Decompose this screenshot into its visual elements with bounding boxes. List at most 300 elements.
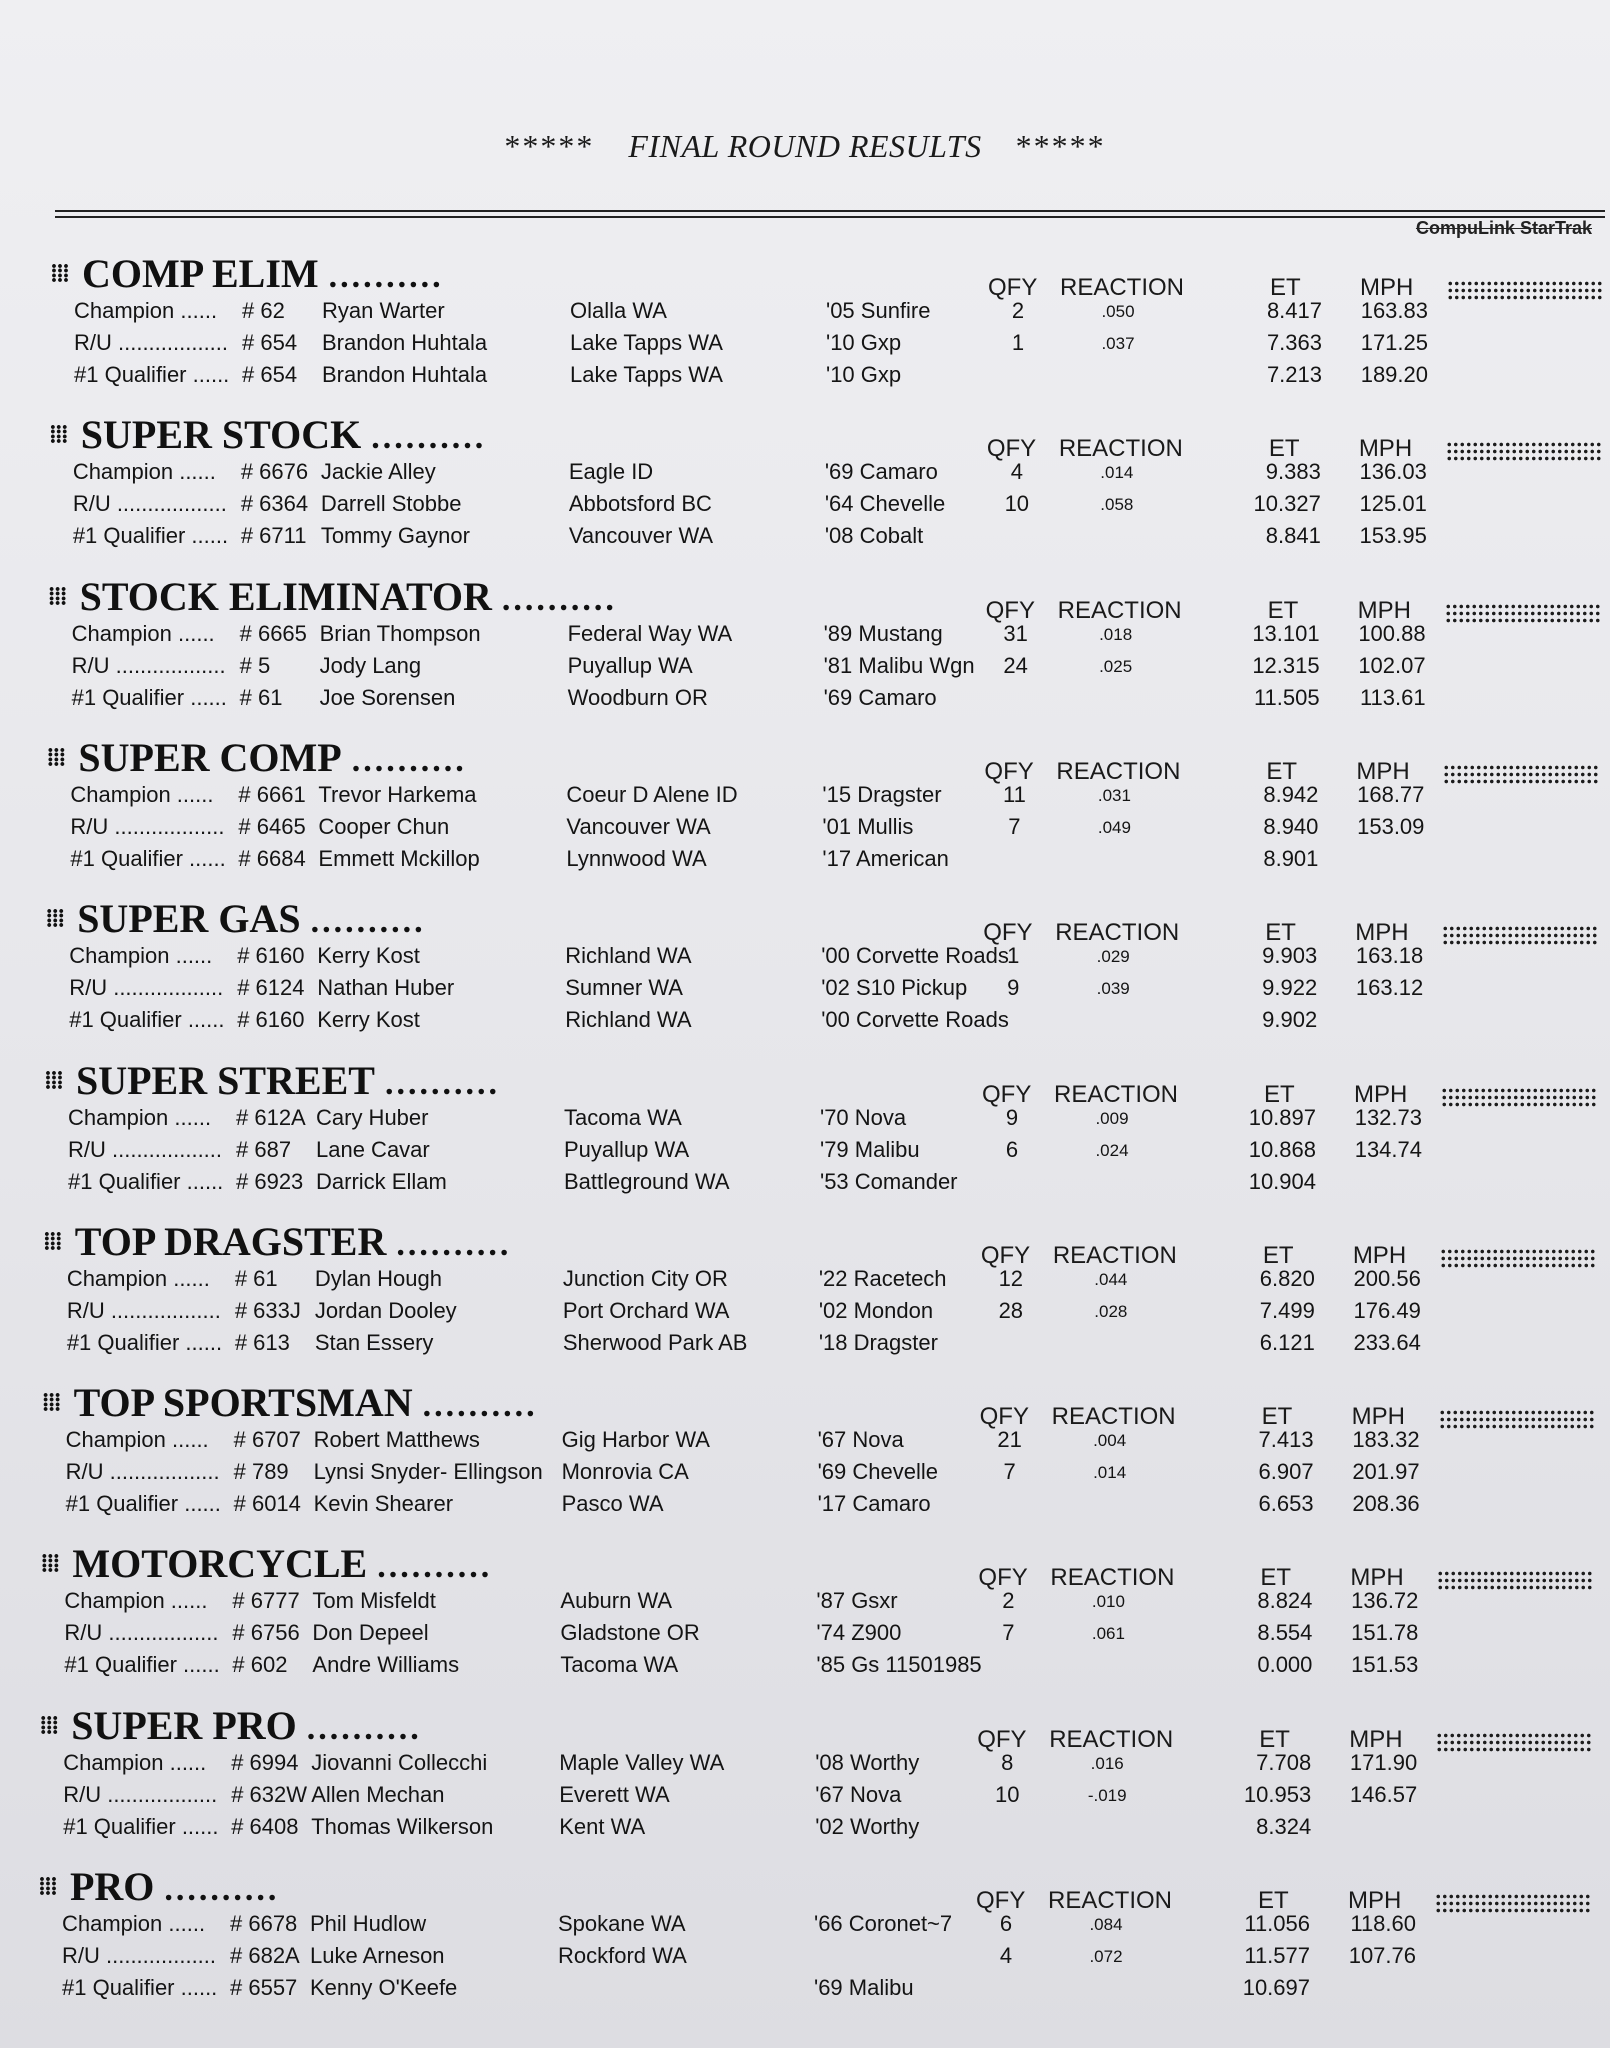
cell-name: Kerry Kost: [317, 1007, 420, 1033]
cell-mph: 102.07: [1358, 652, 1426, 678]
cell-city: Gig Harbor WA: [561, 1427, 710, 1453]
cell-name: Kevin Shearer: [313, 1491, 454, 1517]
row-label: #1 Qualifier ......: [63, 1813, 219, 1839]
results-section: [0, 1379, 1602, 1539]
cell-et: 8.901: [1263, 845, 1319, 871]
row-label: Champion ......: [72, 459, 216, 485]
result-row: [0, 621, 1608, 653]
cell-name: Lynsi Snyder- Ellingson: [313, 1459, 543, 1485]
cell-city: Port Orchard WA: [562, 1297, 730, 1323]
cell-et: 8.324: [1256, 1813, 1312, 1839]
cell-et: 7.708: [1256, 1749, 1312, 1775]
section-title-text: SUPER PRO: [71, 1702, 297, 1748]
row-label: Champion ......: [64, 1588, 208, 1614]
cell-car: '00 Corvette Roads: [821, 943, 1009, 969]
cell-num: # 6465: [238, 813, 306, 839]
cell-name: Joe Sorensen: [319, 684, 456, 710]
section-title: [50, 250, 444, 297]
result-row: [0, 1298, 1603, 1330]
result-row: [0, 1459, 1602, 1491]
cell-qfy: 1: [1011, 330, 1025, 355]
cell-reaction: .061: [1091, 1624, 1125, 1644]
cell-city: Rockford WA: [558, 1943, 687, 1968]
cell-car: '74 Z900: [816, 1620, 902, 1646]
cell-num: # 6756: [232, 1620, 300, 1646]
cell-num: # 613: [234, 1329, 290, 1355]
column-header-qfy: QFY: [986, 435, 1037, 463]
cell-num: # 6676: [240, 459, 309, 485]
cell-qfy: 1: [1007, 943, 1020, 969]
row-label: Champion ......: [70, 781, 214, 807]
cell-et: 10.697: [1242, 1975, 1310, 2000]
row-label: R/U ..................: [63, 1781, 218, 1807]
cell-mph: 151.78: [1351, 1620, 1419, 1646]
column-header-mph: MPH: [1357, 596, 1411, 624]
leader-dots: ..........: [501, 580, 617, 618]
cell-et: 8.942: [1263, 781, 1319, 807]
column-header-qfy: QFY: [980, 1241, 1031, 1269]
row-label: R/U ..................: [69, 975, 224, 1001]
column-header-mph: MPH: [1358, 435, 1413, 463]
cell-et: 11.505: [1253, 684, 1320, 710]
cell-qfy: 12: [998, 1265, 1024, 1291]
results-section: [0, 734, 1606, 894]
row-label: R/U ..................: [71, 652, 226, 678]
cell-car: '08 Cobalt: [824, 523, 924, 549]
cell-num: # 654: [242, 330, 298, 355]
cell-qfy: 2: [1011, 298, 1025, 323]
page-title: FINAL ROUND RESULTS: [628, 128, 982, 164]
cell-et: 8.824: [1257, 1588, 1313, 1614]
result-row: [0, 1137, 1604, 1169]
grip-icon: ⁞⁞⁞: [41, 1390, 60, 1417]
row-label: Champion ......: [69, 943, 213, 969]
cell-num: # 6014: [233, 1491, 301, 1517]
cell-city: Federal Way WA: [567, 620, 733, 646]
column-header-reaction: REACTION: [1055, 919, 1180, 947]
cell-mph: 233.64: [1353, 1329, 1421, 1355]
cell-mph: 113.61: [1359, 684, 1426, 710]
grip-icon: ⁞⁞⁞: [47, 583, 66, 610]
cell-car: '85 Gs 11501985: [816, 1652, 982, 1678]
cell-reaction: -.019: [1087, 1785, 1127, 1805]
cell-name: Trevor Harkema: [318, 781, 477, 807]
section-title: [48, 573, 617, 620]
cell-name: Thomas Wilkerson: [311, 1813, 494, 1839]
cell-reaction: .016: [1090, 1753, 1124, 1773]
cell-city: Puyallup WA: [564, 1136, 690, 1162]
cell-et: 10.897: [1248, 1104, 1316, 1130]
cell-num: # 61: [234, 1265, 278, 1291]
result-row: [0, 491, 1609, 523]
column-header-mph: MPH: [1348, 1887, 1402, 1914]
column-header-reaction: REACTION: [1054, 1080, 1179, 1108]
result-row: [0, 1782, 1599, 1814]
cell-mph: 153.95: [1359, 523, 1427, 549]
row-label: Champion ......: [74, 298, 218, 323]
column-header-qfy: QFY: [988, 274, 1038, 301]
cell-car: '69 Camaro: [824, 459, 938, 485]
cell-name: Luke Arneson: [310, 1943, 445, 1968]
cell-city: Gladstone OR: [560, 1620, 700, 1646]
results-section: [0, 895, 1605, 1055]
cell-name: Nathan Huber: [317, 975, 455, 1001]
cell-city: Kent WA: [559, 1813, 646, 1839]
cell-car: '66 Coronet~7: [814, 1911, 953, 1936]
leader-dots: ..........: [422, 1387, 538, 1425]
row-label: R/U ..................: [74, 330, 229, 355]
results-section: [0, 411, 1609, 571]
result-row: [0, 330, 1610, 362]
cell-mph: 134.74: [1354, 1136, 1422, 1162]
cell-car: '02 Worthy: [815, 1813, 920, 1839]
cell-car: '17 Camaro: [817, 1491, 931, 1517]
column-header-qfy: QFY: [982, 1080, 1032, 1108]
section-title: [46, 734, 466, 781]
cell-num: # 6777: [232, 1588, 300, 1614]
cell-name: Robert Matthews: [313, 1427, 480, 1453]
cell-num: # 602: [232, 1652, 288, 1678]
cell-et: 10.327: [1253, 491, 1321, 517]
column-header-qfy: QFY: [979, 1403, 1029, 1431]
result-row: [0, 685, 1608, 717]
cell-name: Tom Misfeldt: [312, 1588, 436, 1614]
result-row: [0, 653, 1608, 685]
cell-city: Eagle ID: [568, 459, 654, 485]
row-label: R/U ..................: [72, 491, 227, 517]
result-row: [0, 459, 1609, 491]
result-row: [0, 1169, 1604, 1201]
cell-name: Stan Essery: [314, 1329, 434, 1355]
column-header-reaction: REACTION: [1049, 1725, 1174, 1753]
result-row: [0, 943, 1605, 975]
cell-reaction: .037: [1101, 334, 1135, 353]
row-label: #1 Qualifier ......: [66, 1329, 223, 1355]
row-label: #1 Qualifier ......: [64, 1652, 220, 1678]
cell-city: Richland WA: [565, 943, 692, 969]
row-label: R/U ..................: [64, 1620, 219, 1646]
leader-dots: ..........: [306, 1709, 422, 1747]
cell-et: 8.940: [1263, 813, 1319, 839]
cell-reaction: .058: [1100, 495, 1134, 515]
cell-mph: 146.57: [1349, 1781, 1418, 1807]
result-row: [0, 1266, 1603, 1298]
cell-reaction: .049: [1097, 817, 1131, 837]
cell-name: Kerry Kost: [317, 943, 420, 969]
cell-name: Jordan Dooley: [314, 1297, 457, 1323]
cell-qfy: 6: [999, 1911, 1013, 1936]
cell-name: Brandon Huhtala: [322, 330, 488, 355]
cell-qfy: 4: [1010, 459, 1023, 485]
cell-name: Brandon Huhtala: [322, 362, 488, 387]
result-row: [0, 1975, 1598, 2007]
cell-car: '10 Gxp: [826, 362, 902, 387]
cell-car: '79 Malibu: [820, 1136, 920, 1162]
section-title-text: COMP ELIM: [81, 251, 319, 296]
cell-name: Ryan Warter: [322, 298, 445, 323]
cell-et: 7.499: [1259, 1297, 1315, 1323]
cell-reaction: .010: [1091, 1592, 1125, 1612]
cell-name: Jody Lang: [319, 652, 422, 678]
cell-city: Everett WA: [559, 1781, 670, 1807]
section-title: [42, 1379, 538, 1426]
column-header-mph: MPH: [1351, 1403, 1405, 1431]
row-label: R/U ..................: [68, 1136, 223, 1162]
cell-qfy: 9: [1007, 975, 1020, 1001]
column-header-et: ET: [1266, 757, 1298, 785]
grip-icon: ⁞⁞⁞: [40, 1551, 59, 1578]
cell-name: Emmett Mckillop: [318, 845, 480, 871]
result-row: [0, 1750, 1599, 1782]
cell-city: Abbotsford BC: [568, 491, 712, 517]
result-row: [0, 523, 1609, 555]
cell-city: Vancouver WA: [566, 813, 711, 839]
leader-dots: ..........: [396, 1225, 512, 1263]
cell-num: # 789: [233, 1459, 289, 1485]
cell-city: Lynnwood WA: [566, 845, 707, 871]
leader-dots: ..........: [384, 1064, 500, 1102]
cell-city: Puyallup WA: [567, 652, 693, 678]
result-row: [0, 782, 1606, 814]
row-label: #1 Qualifier ......: [72, 523, 229, 549]
cell-name: Kenny O'Keefe: [310, 1975, 458, 2000]
cell-car: '15 Dragster: [822, 781, 942, 807]
column-header-qfy: QFY: [978, 1564, 1028, 1592]
result-row: [0, 1652, 1600, 1684]
result-row: [0, 1427, 1602, 1459]
row-label: #1 Qualifier ......: [65, 1491, 221, 1517]
column-header-et: ET: [1264, 1080, 1295, 1108]
header-rule: [55, 210, 1605, 212]
cell-qfy: 21: [997, 1427, 1022, 1453]
column-header-mph: MPH: [1354, 1080, 1408, 1108]
cell-mph: 171.90: [1349, 1749, 1418, 1775]
section-title-text: SUPER STREET: [75, 1057, 375, 1103]
results-section: [0, 250, 1610, 410]
cell-et: 6.820: [1259, 1265, 1315, 1291]
cell-city: Battleground WA: [564, 1168, 730, 1194]
result-row: [0, 1943, 1598, 1975]
cell-num: # 6923: [236, 1168, 304, 1194]
header-stars-right: *****: [1015, 128, 1106, 164]
row-label: #1 Qualifier ......: [69, 1007, 225, 1033]
cell-car: '01 Mullis: [822, 813, 914, 839]
cell-car: '10 Gxp: [826, 330, 902, 355]
column-header-mph: MPH: [1355, 919, 1409, 947]
column-header-qfy: QFY: [983, 919, 1033, 947]
leader-dots: ..........: [328, 258, 444, 295]
cell-mph: 125.01: [1359, 491, 1427, 517]
cell-car: '17 American: [822, 845, 949, 871]
leader-dots: ..........: [351, 741, 467, 779]
cell-mph: 107.76: [1348, 1943, 1416, 1968]
results-section: [0, 1702, 1599, 1862]
cell-name: Lane Cavar: [316, 1136, 430, 1162]
cell-num: # 6557: [230, 1975, 298, 2000]
cell-mph: 153.09: [1357, 813, 1425, 839]
cell-et: 9.902: [1262, 1007, 1318, 1033]
cell-qfy: 8: [1001, 1749, 1014, 1775]
row-label: Champion ......: [65, 1427, 209, 1453]
cell-mph: 176.49: [1353, 1297, 1421, 1323]
cell-qfy: 28: [998, 1297, 1024, 1323]
grip-icon: ⁞⁞⁞: [48, 422, 67, 449]
results-section: [0, 573, 1608, 733]
result-row: [0, 1007, 1605, 1039]
cell-car: '67 Nova: [815, 1781, 902, 1807]
grip-icon: ⁞⁞⁞: [45, 906, 64, 933]
cell-car: '69 Camaro: [823, 684, 937, 710]
cell-car: '18 Dragster: [818, 1329, 938, 1355]
cell-reaction: .072: [1089, 1947, 1123, 1966]
cell-name: Don Depeel: [312, 1620, 429, 1646]
cell-car: '89 Mustang: [823, 620, 943, 646]
cell-qfy: 2: [1002, 1588, 1015, 1614]
column-header-mph: MPH: [1360, 274, 1414, 301]
cell-city: Junction City OR: [562, 1265, 728, 1291]
cell-car: '69 Malibu: [814, 1975, 914, 2000]
cell-mph: 100.88: [1358, 620, 1426, 646]
cell-mph: 136.72: [1351, 1588, 1419, 1614]
cell-qfy: 6: [1005, 1136, 1019, 1162]
cell-et: 7.413: [1258, 1427, 1314, 1453]
column-header-qfy: QFY: [984, 757, 1034, 785]
cell-et: 7.363: [1266, 330, 1322, 355]
cell-num: # 6684: [238, 845, 306, 871]
cell-num: # 687: [236, 1136, 292, 1162]
row-label: #1 Qualifier ......: [71, 684, 227, 710]
row-label: Champion ......: [62, 1911, 206, 1936]
cell-mph: 163.18: [1355, 943, 1424, 969]
cell-num: # 682A: [230, 1943, 300, 1968]
section-title-text: SUPER COMP: [78, 734, 342, 780]
cell-qfy: 10: [994, 1781, 1020, 1807]
cell-reaction: .024: [1095, 1140, 1129, 1160]
cell-car: '70 Nova: [820, 1104, 907, 1130]
cell-mph: 201.97: [1352, 1459, 1420, 1485]
cell-reaction: .009: [1095, 1108, 1129, 1128]
cell-city: Olalla WA: [570, 298, 667, 323]
cell-num: # 62: [242, 298, 285, 323]
section-title: [49, 411, 486, 458]
results-section: [0, 1540, 1600, 1700]
row-label: Champion ......: [68, 1104, 212, 1130]
cell-et: 11.577: [1244, 1943, 1310, 1968]
cell-reaction: .039: [1096, 979, 1130, 999]
cell-qfy: 4: [999, 1943, 1013, 1968]
cell-city: Coeur D Alene ID: [566, 781, 738, 807]
cell-city: Monrovia CA: [561, 1459, 689, 1485]
section-title: [38, 1863, 279, 1910]
row-label: Champion ......: [71, 620, 215, 646]
cell-et: 6.121: [1259, 1329, 1315, 1355]
column-header-reaction: REACTION: [1050, 1564, 1175, 1592]
cell-car: '22 Racetech: [818, 1265, 947, 1291]
column-header-qfy: QFY: [985, 596, 1035, 624]
result-row: [0, 1491, 1602, 1523]
cell-name: Darrick Ellam: [316, 1168, 447, 1194]
cell-mph: 208.36: [1352, 1491, 1420, 1517]
cell-et: 9.922: [1262, 975, 1318, 1001]
cell-et: 13.101: [1252, 620, 1320, 646]
cell-et: 10.868: [1248, 1136, 1316, 1162]
cell-qfy: 7: [1002, 1620, 1015, 1646]
cell-num: # 6364: [240, 491, 309, 517]
column-header-reaction: REACTION: [1057, 596, 1182, 624]
column-header-reaction: REACTION: [1048, 1887, 1173, 1914]
cell-et: 8.841: [1265, 523, 1321, 549]
cell-car: '67 Nova: [817, 1427, 904, 1453]
grip-icon: ⁞⁞⁞: [42, 1228, 61, 1255]
grip-icon: ⁞⁞⁞: [50, 261, 68, 287]
section-title: [43, 1218, 512, 1265]
cell-num: # 654: [242, 362, 298, 387]
result-row: [0, 1814, 1599, 1846]
cell-city: Sumner WA: [565, 975, 683, 1001]
row-label: R/U ..................: [70, 813, 225, 839]
cell-city: Lake Tapps WA: [570, 330, 723, 355]
cell-name: Brian Thompson: [319, 620, 481, 646]
cell-qfy: 10: [1004, 491, 1030, 517]
cell-num: # 633J: [234, 1297, 301, 1323]
column-header-reaction: REACTION: [1056, 757, 1181, 785]
cell-city: Tacoma WA: [560, 1652, 679, 1678]
cell-num: # 6994: [231, 1749, 299, 1775]
cell-city: Vancouver WA: [568, 523, 714, 549]
cell-city: Auburn WA: [560, 1588, 673, 1614]
column-header-reaction: REACTION: [1058, 435, 1183, 463]
cell-mph: 151.53: [1351, 1652, 1419, 1678]
cell-num: # 6661: [238, 781, 306, 807]
cell-name: Darrell Stobbe: [320, 491, 462, 517]
page-header: [0, 128, 1610, 165]
row-label: #1 Qualifier ......: [62, 1975, 218, 2000]
section-title-text: TOP DRAGSTER: [74, 1218, 387, 1264]
section-title: [44, 1057, 500, 1104]
cell-car: '64 Chevelle: [824, 491, 946, 517]
cell-num: # 612A: [236, 1104, 306, 1130]
cell-num: # 6408: [231, 1813, 299, 1839]
cell-car: '00 Corvette Roads: [821, 1007, 1009, 1033]
cell-et: 8.417: [1266, 298, 1322, 323]
cell-reaction: .031: [1097, 785, 1131, 805]
leader-dots: ..........: [164, 1871, 280, 1908]
column-header-et: ET: [1262, 1241, 1294, 1269]
leader-dots: ..........: [377, 1548, 493, 1586]
result-row: [0, 975, 1605, 1007]
result-row: [0, 814, 1606, 846]
cell-et: 6.907: [1258, 1459, 1314, 1485]
cell-qfy: 31: [1003, 620, 1028, 646]
cell-qfy: 11: [1002, 781, 1026, 807]
cell-qfy: 7: [1008, 813, 1021, 839]
cell-car: '69 Chevelle: [817, 1459, 938, 1485]
header-stars-left: *****: [504, 128, 595, 164]
column-header-reaction: REACTION: [1060, 274, 1185, 301]
result-row: [0, 298, 1610, 330]
header-rule: [55, 216, 1605, 218]
result-row: [0, 362, 1610, 394]
cell-mph: 136.03: [1359, 459, 1427, 485]
cell-reaction: .050: [1101, 302, 1135, 321]
cell-mph: 168.77: [1357, 781, 1425, 807]
column-header-et: ET: [1268, 435, 1300, 463]
result-row: [0, 1620, 1600, 1652]
row-label: Champion ......: [63, 1749, 207, 1775]
results-section: [0, 1863, 1598, 2023]
column-header-qfy: QFY: [976, 1887, 1026, 1914]
cell-reaction: .044: [1094, 1269, 1128, 1289]
